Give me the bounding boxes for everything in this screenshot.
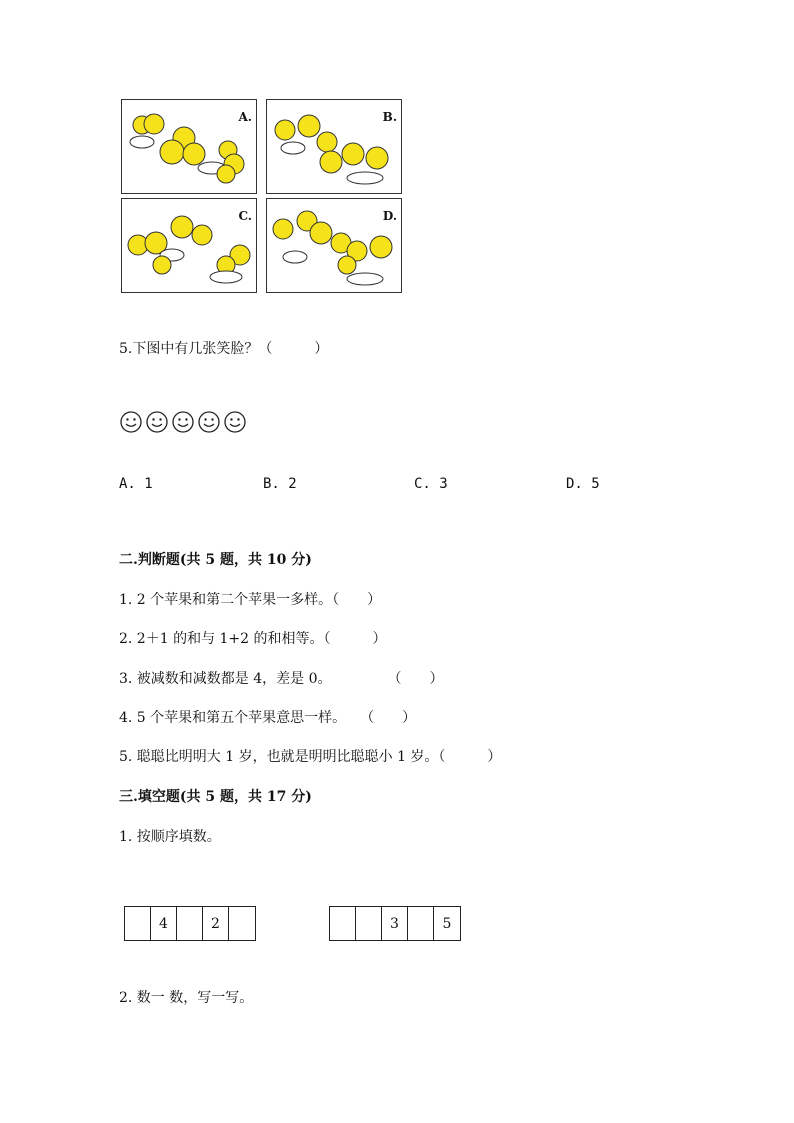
sequence-cell: 5 — [442, 915, 452, 932]
figure-panel-d — [266, 198, 402, 293]
sequence-cell[interactable] — [408, 907, 434, 940]
sequence-cell: 4 — [151, 907, 177, 940]
judge-item-4: 4. 5 个苹果和第五个苹果意思一样。 （ ） — [119, 710, 417, 726]
smiley-face-icon — [146, 411, 168, 433]
sequence-cell[interactable] — [177, 907, 203, 940]
sequence-boxes-2 — [329, 906, 461, 941]
question-5-text: 5.下图中有几张笑脸？（ ） — [119, 341, 329, 357]
fill-question-1: 1. 按顺序填数。 — [119, 829, 221, 845]
sequence-cell[interactable] — [229, 907, 255, 940]
panel-letter: A. — [238, 110, 252, 124]
smiley-row — [120, 411, 250, 435]
judge-item-1: 1. 2 个苹果和第二个苹果一多样。（ ） — [119, 592, 382, 608]
section-2-title: 二.判断题(共 5 题，共 10 分) — [119, 552, 312, 568]
smiley-face-icon — [198, 411, 220, 433]
smiley-face-icon — [172, 411, 194, 433]
judge-item-2: 2. 2＋1 的和与 1+2 的和相等。（ ） — [119, 631, 387, 647]
chicks-illustration-d — [267, 199, 401, 292]
figure-panel-a — [121, 99, 257, 194]
section-3-title: 三.填空题(共 5 题，共 17 分) — [119, 789, 312, 805]
chicks-illustration-c — [122, 199, 256, 292]
figure-panel-c — [121, 198, 257, 293]
fill-question-2: 2. 数一 数，写一写。 — [119, 990, 254, 1006]
panel-letter: B. — [382, 110, 397, 124]
sequence-cell: 2 — [203, 907, 229, 940]
sequence-cell[interactable] — [125, 907, 151, 940]
panel-letter: D. — [382, 209, 397, 223]
panel-letter: C. — [238, 209, 252, 223]
judge-item-5: 5. 聪聪比明明大 1 岁，也就是明明比聪聪小 1 岁。（ ） — [119, 749, 502, 765]
chicks-illustration-b — [267, 100, 401, 193]
sequence-cell[interactable] — [330, 907, 356, 940]
option-c[interactable]: C. 3 — [414, 476, 448, 492]
smiley-face-icon — [120, 411, 142, 433]
option-d[interactable]: D. 5 — [566, 476, 600, 492]
option-b[interactable]: B. 2 — [263, 476, 297, 492]
sequence-cell[interactable] — [356, 907, 382, 940]
figure-panel-b — [266, 99, 402, 194]
sequence-cell: 3 — [382, 907, 408, 940]
smiley-face-icon — [224, 411, 246, 433]
judge-item-3: 3. 被减数和减数都是 4，差是 0。 （ ） — [119, 671, 444, 687]
sequence-boxes-1 — [124, 906, 256, 941]
option-a[interactable]: A. 1 — [119, 476, 153, 492]
chicks-illustration-a — [122, 100, 256, 193]
